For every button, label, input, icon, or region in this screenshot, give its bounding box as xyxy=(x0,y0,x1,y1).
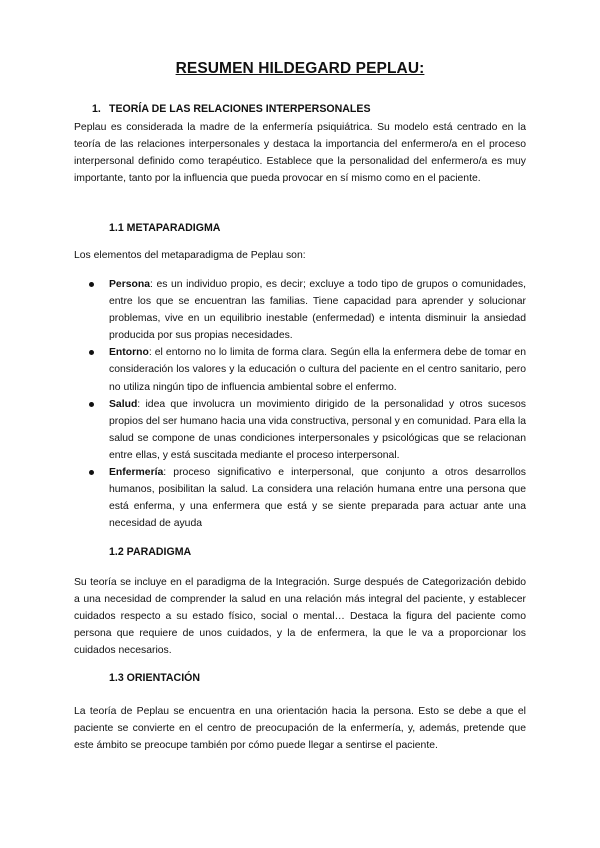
page-title: RESUMEN HILDEGARD PEPLAU: xyxy=(175,60,425,77)
list-item-entorno xyxy=(74,344,526,395)
paradigma-paragraph: Su teoría se incluye en el paradigma de la Integración. Surge después de Categorización debido a una necesidad de comprender la salud en una relación más integral del paciente, y establecer cuidados respecto a su estado físico, social o mental… Destaca la figura del paciente como persona que requiere de unos cuidados, y la de enfermera, la que le va a proporcionar los cuidados necesarios. xyxy=(74,577,526,657)
bullet-icon xyxy=(89,282,94,287)
definition-salud: : idea que involucra un movimiento dirigido de la personalidad y otros sucesos propios del ser humano hacia una vida constructiva, personal y en comunidad. Para ella la salud se compone de unas condiciones interpersonales y psicológicas que se relacionan entre ellas, y está suscitada mediante el proceso interpersonal. xyxy=(109,398,526,461)
list-item-salud xyxy=(74,396,526,464)
bullet-icon xyxy=(89,470,94,475)
term-entorno: Entorno xyxy=(109,347,149,359)
bullet-icon xyxy=(89,350,94,355)
term-salud: Salud xyxy=(109,398,138,410)
term-persona: Persona xyxy=(109,279,151,290)
section-heading-1 xyxy=(92,103,371,115)
orientacion-heading: 1.3 ORIENTACIÓN xyxy=(109,672,201,684)
section-heading-text: TEORÍA DE LAS RELACIONES INTERPERSONALES xyxy=(109,103,371,115)
metaparadigma-list xyxy=(74,276,526,532)
section-number: 1. xyxy=(92,103,101,115)
term-enfermeria: Enfermería xyxy=(109,467,164,479)
bullet-icon xyxy=(89,402,94,407)
definition-enfermeria: : proceso significativo e interpersonal, que conjunto a otros desarrollos humanos, posibilitan la salud. La considera una relación humana entre una persona que está enferma, y una enfermera que está y se siente preparada para actuar ante una necesidad de ayuda xyxy=(109,467,526,530)
section-1-paragraph: Peplau es considerada la madre de la enfermería psiquiátrica. Su modelo está centrado en la teoría de las relaciones interpersonales y destaca la importancia del enfermero/a en el proceso interpersonal definido como terapéutico. Establece que la personalidad del enfermero/a es muy importante, tanto por la influencia que pueda provocar en sí mismo como en el paciente. xyxy=(74,122,526,185)
paradigma-heading: 1.2 PARADIGMA xyxy=(109,546,192,558)
metaparadigma-heading: 1.1 METAPARADIGMA xyxy=(109,222,221,234)
orientacion-paragraph: La teoría de Peplau se encuentra en una orientación hacia la persona. Esto se debe a que el paciente se convierte en el centro de preocupación de la enfermería, y, además, pretende que este ámbito se preocupe también por cómo puede llegar a sentirse el paciente. xyxy=(74,706,526,752)
list-item-persona xyxy=(74,276,526,344)
definition-persona: : es un individuo propio, es decir; excluye a todo tipo de grupos o comunidades, entre los que se encuentran las familias. Tiene capacidad para aprender y solucionar problemas, vive en un equilibrio inestable (enfermedad) e intenta disminuir la ansiedad producida por sus propias necesidades. xyxy=(109,279,526,342)
metaparadigma-intro: Los elementos del metaparadigma de Peplau son: xyxy=(74,250,306,261)
list-item-enfermeria xyxy=(74,464,526,532)
definition-entorno: : el entorno no lo limita de forma clara. Según ella la enfermera debe de tomar en consideración los valores y la educación o cultura del paciente en el centro sanitario, pero no utiliza ningún tipo de influencia ambiental sobre el enfermo. xyxy=(109,347,526,393)
